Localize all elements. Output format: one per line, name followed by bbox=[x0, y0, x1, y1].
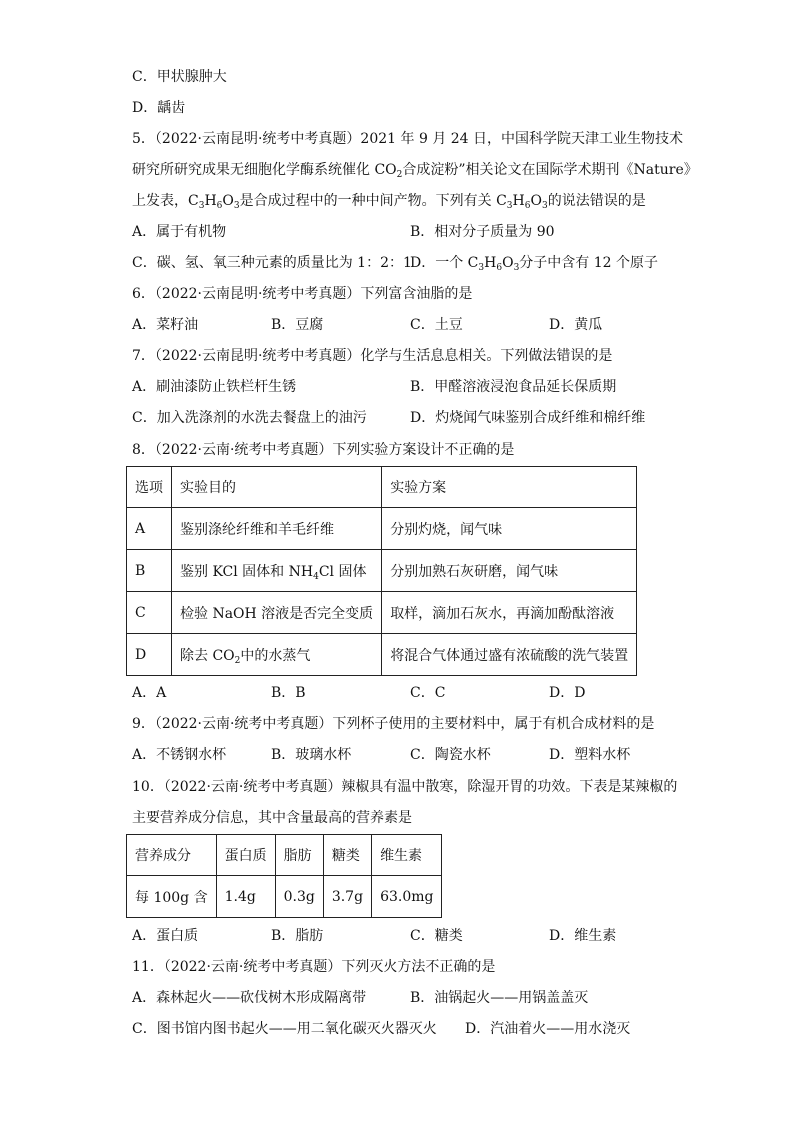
table-row bbox=[127, 508, 637, 550]
q10-stem-line2: 主要营养成分信息，其中含量最高的营养素是 bbox=[132, 810, 412, 826]
q7-option-b: B．甲醛溶液浸泡食品延长保质期 bbox=[410, 379, 617, 395]
table-cell: 检验 NaOH 溶液是否完全变质 bbox=[172, 592, 382, 634]
q8-table bbox=[126, 466, 637, 676]
q10-nutrition-table bbox=[126, 834, 442, 918]
q4-option-c: C．甲状腺肿大 bbox=[132, 69, 227, 85]
table-cell: 除去 $CO_2$中的水蒸气 bbox=[172, 634, 382, 676]
table-header-cell: 维生素 bbox=[372, 835, 442, 876]
table-cell: 每 100g 含 bbox=[127, 876, 217, 918]
q5-option-c: C．碳、氢、氧三种元素的质量比为 1：2：1 bbox=[132, 255, 412, 271]
q5-stem-line1: 5．（2022·云南昆明·统考中考真题）2021 年 9 月 24 日，中国科学院天津工业生物技术 bbox=[132, 131, 684, 147]
q9-option-d: D．塑料水杯 bbox=[549, 747, 631, 763]
q10-option-d: D．维生素 bbox=[549, 928, 617, 944]
table-row bbox=[127, 550, 637, 592]
q5-stem-line3: 上发表，$C_3H_6O_3$是合成过程中的一种中间产物。下列有关 $C_3H_6O_3$的说法错误的是 bbox=[132, 193, 646, 211]
table-header-cell: 实验方案 bbox=[382, 467, 637, 508]
table-cell: A bbox=[127, 508, 172, 550]
table-cell: 3.7g bbox=[323, 876, 371, 918]
q8-option-b: B．B bbox=[271, 685, 306, 701]
q8-option-d: D．D bbox=[549, 685, 586, 701]
q11-option-b: B．油锅起火——用锅盖盖灭 bbox=[410, 990, 589, 1006]
table-cell: 取样，滴加石灰水，再滴加酚酞溶液 bbox=[382, 592, 637, 634]
q4-option-d: D．龋齿 bbox=[132, 100, 186, 116]
q9-option-c: C．陶瓷水杯 bbox=[410, 747, 491, 763]
table-header-cell: 糖类 bbox=[323, 835, 371, 876]
table-row bbox=[127, 634, 637, 676]
table-header-cell: 脂肪 bbox=[275, 835, 323, 876]
q5-option-b: B．相对分子质量为 90 bbox=[410, 224, 555, 240]
q7-option-c: C．加入洗涤剂的水洗去餐盘上的油污 bbox=[132, 410, 367, 426]
q10-option-b: B．脂肪 bbox=[271, 928, 324, 944]
table-cell: B bbox=[127, 550, 172, 592]
table-cell: 0.3g bbox=[275, 876, 323, 918]
q9-option-a: A．不锈钢水杯 bbox=[132, 747, 227, 763]
table-header-cell: 选项 bbox=[127, 467, 172, 508]
q11-option-c: C．图书馆内图书起火——用二氧化碳灭火器灭火 bbox=[132, 1021, 437, 1037]
q6-option-d: D．黄瓜 bbox=[549, 317, 603, 333]
q6-option-c: C．土豆 bbox=[410, 317, 463, 333]
table-row bbox=[127, 876, 442, 918]
table-cell: 鉴别 KCl 固体和 $NH_4Cl$ 固体 bbox=[172, 550, 382, 592]
q8-option-c: C．C bbox=[410, 685, 446, 701]
q6-option-a: A．菜籽油 bbox=[132, 317, 199, 333]
q10-option-a: A．蛋白质 bbox=[132, 928, 199, 944]
q7-stem: 7．（2022·云南昆明·统考中考真题）化学与生活息息相关。下列做法错误的是 bbox=[132, 348, 613, 364]
table-cell: 将混合气体通过盛有浓硫酸的洗气装置 bbox=[382, 634, 637, 676]
q5-option-d: D．一个 $C_3H_6O_3$分子中含有 12 个原子 bbox=[410, 255, 659, 273]
q10-option-c: C．糖类 bbox=[410, 928, 463, 944]
table-header-row bbox=[127, 467, 637, 508]
table-cell: 鉴别涤纶纤维和羊毛纤维 bbox=[172, 508, 382, 550]
q9-stem: 9．（2022·云南·统考中考真题）下列杯子使用的主要材料中，属于有机合成材料的是 bbox=[132, 716, 655, 732]
table-header-cell: 实验目的 bbox=[172, 467, 382, 508]
q9-option-b: B．玻璃水杯 bbox=[271, 747, 352, 763]
q6-stem: 6．（2022·云南昆明·统考中考真题）下列富含油脂的是 bbox=[132, 286, 473, 302]
q11-stem: 11．（2022·云南·统考中考真题）下列灭火方法不正确的是 bbox=[132, 959, 496, 975]
table-cell: C bbox=[127, 592, 172, 634]
table-cell: 分别加熟石灰研磨，闻气味 bbox=[382, 550, 637, 592]
q8-option-a: A．A bbox=[132, 685, 167, 701]
q11-option-a: A．森林起火——砍伐树木形成隔离带 bbox=[132, 990, 367, 1006]
table-header-row bbox=[127, 835, 442, 876]
q6-option-b: B．豆腐 bbox=[271, 317, 324, 333]
q11-option-d: D．汽油着火——用水浇灭 bbox=[465, 1021, 631, 1037]
table-cell: 63.0mg bbox=[372, 876, 442, 918]
q7-option-d: D．灼烧闻气味鉴别合成纤维和棉纤维 bbox=[410, 410, 646, 426]
q8-stem: 8．（2022·云南·统考中考真题）下列实验方案设计不正确的是 bbox=[132, 442, 515, 458]
table-cell: 1.4g bbox=[216, 876, 275, 918]
q7-option-a: A．刷油漆防止铁栏杆生锈 bbox=[132, 379, 297, 395]
table-cell: D bbox=[127, 634, 172, 676]
q5-option-a: A．属于有机物 bbox=[132, 224, 227, 240]
table-row bbox=[127, 592, 637, 634]
q10-stem-line1: 10．（2022·云南·统考中考真题）辣椒具有温中散寒，除湿开胃的功效。下表是某辣椒的 bbox=[132, 779, 678, 795]
table-header-cell: 蛋白质 bbox=[216, 835, 275, 876]
table-header-cell: 营养成分 bbox=[127, 835, 217, 876]
table-cell: 分别灼烧，闻气味 bbox=[382, 508, 637, 550]
q5-stem-line2: 研究所研究成果无细胞化学酶系统催化 $CO_2$合成淀粉”相关论文在国际学术期刊《Nature》 bbox=[132, 162, 698, 180]
